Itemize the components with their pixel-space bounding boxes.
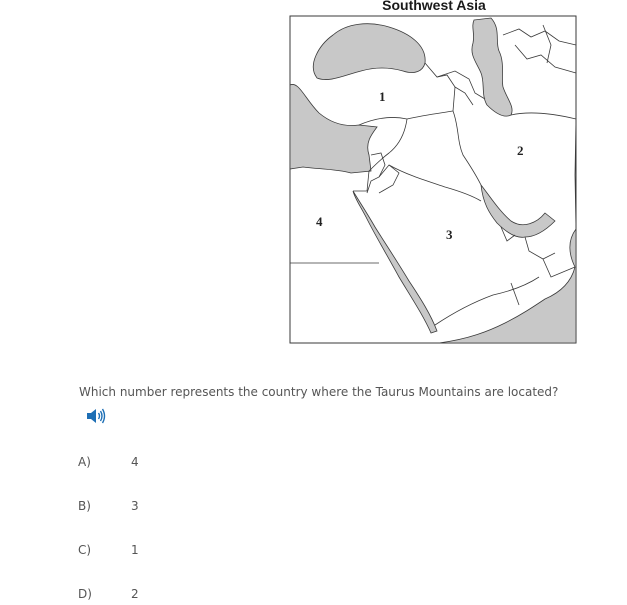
region-label-3: 3 [446,227,453,242]
choice-letter: A) [78,455,91,469]
choice-value: 3 [131,499,139,513]
region-label-1: 1 [379,89,386,104]
choice-value: 2 [131,587,139,601]
southwest-asia-map [289,15,579,346]
choice-value: 4 [131,455,139,469]
region-label-4: 4 [316,214,323,229]
question-text: Which number represents the country where the Taurus Mountains are located? [79,385,559,399]
region-label-2: 2 [517,143,524,158]
choice-letter: B) [78,499,91,513]
choice-value: 1 [131,543,139,557]
map-title: Southwest Asia [382,0,486,13]
speaker-icon[interactable] [86,407,106,425]
map-figure [289,0,579,346]
choice-letter: C) [78,543,92,557]
choice-letter: D) [78,587,92,601]
